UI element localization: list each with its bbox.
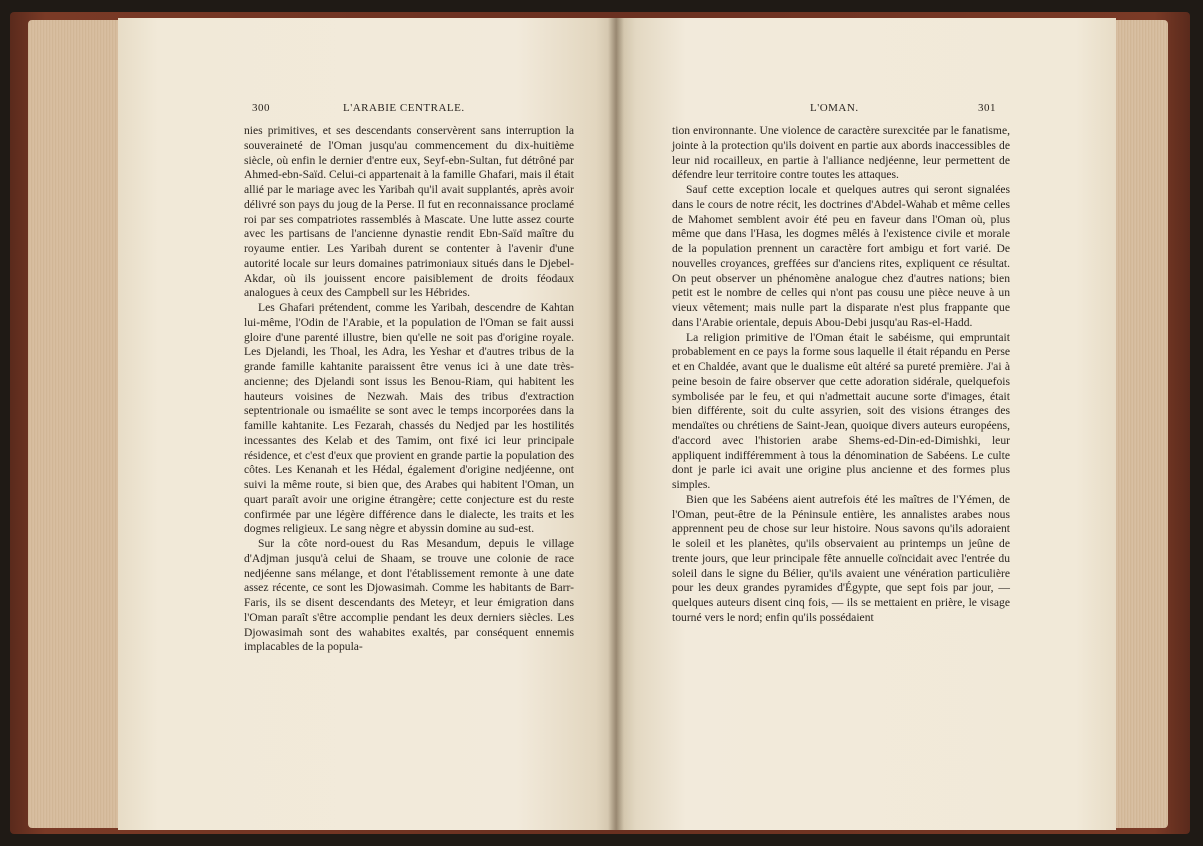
running-head-left: L'ARABIE CENTRALE. bbox=[343, 102, 465, 114]
page-number-right: 301 bbox=[978, 102, 996, 114]
book-gutter bbox=[608, 18, 624, 830]
left-page-text bbox=[244, 124, 574, 655]
running-head-right: L'OMAN. bbox=[810, 102, 859, 114]
right-page bbox=[616, 18, 1116, 830]
left-page-edges bbox=[28, 20, 122, 828]
page-number-left: 300 bbox=[252, 102, 270, 114]
paragraph: Sauf cette exception locale et quelques autres qui seront signalées dans le cours de notre récit, les doctrines d'Abdel-Wahab et même celles de Mahomet semblent avoir été peu en faveur dans l'Oman où, plus même que dans l'Hasa, les dogmes mêlés à l'existence civile et morale de la population prennent un caractère fort ambigu et fort varié. De nouvelles croyances, greffées sur d'anciens rites, expliquent ce résultat. On peut observer un phénomène analogue chez d'autres nations; bien petit est le nombre de celles qui n'ont pas cousu une pièce neuve à un vieux vêtement; mais nulle part la disparate n'est plus frappante que dans l'Arabie orientale, depuis Abou-Debi jusqu'au Ras-el-Hadd. bbox=[672, 183, 1010, 329]
right-page-edges bbox=[1112, 20, 1168, 828]
paragraph: Sur la côte nord-ouest du Ras Mesandum, depuis le village d'Adjman jusqu'à celui de Shaam, se trouve une colonie de race nedjéenne sans mélange, et dont l'établissement remonte à une date assez récente, ce sont les Djowasimah. Comme les habitants de Barr-Faris, ils se disent descendants des Meteyr, et leur émigration dans l'Oman paraît s'être accomplie pendant les deux derniers siècles. Les Djowasimah sont des wahabites exaltés, par conséquent ennemis implacables de la popula- bbox=[244, 537, 574, 654]
paragraph: nies primitives, et ses descendants conservèrent sans interruption la souveraineté de l'Oman jusqu'au commencement du dix-huitième siècle, où enfin le dernier d'entre eux, Seyf-ebn-Sultan, fut détrôné par Ahmed-ebn-Saïd. Celui-ci appartenait à la famille Ghafari, mais il était allié par le mariage avec les Yaribah qu'il avait supplantés, après avoir délivré son pays du joug de la Perse. Il fut en reconnaissance proclamé roi par ses compatriotes rassemblés à Mascate. Une lutte assez courte avec les partisans de l'ancienne dynastie rendit Ebn-Saïd maître du royaume entier. Les Yaribah durent se contenter à l'avenir d'une autorité locale sur leurs domaines patrimoniaux situés dans le Djebel-Akdar, où ils jouissent encore paisiblement de droits féodaux analogues à ceux des Campbell sur les Hébrides. bbox=[244, 124, 574, 300]
left-page bbox=[118, 18, 616, 830]
right-page-text bbox=[672, 124, 1010, 626]
paragraph: La religion primitive de l'Oman était le sabéisme, qui empruntait probablement en ce pays la forme sous laquelle il était répandu en Perse et en Chaldée, avant que le dualisme eût altéré sa pureté première. J'ai à peine besoin de faire observer que cette adoration sidérale, quelquefois symbolisée par le feu, et qui n'admettait aucune sorte d'images, était bien différente, soit du culte assyrien, soit des visions étranges des mendaïtes ou chrétiens de Saint-Jean, quoique divers auteurs européens, d'accord avec l'historien arabe Shems-ed-Din-ed-Dimishki, leur appliquent indifféremment à tous la dénomination de Sabéens. Le culte dont je parle ici avait une origine plus ancienne et des formes plus simples. bbox=[672, 330, 1010, 491]
paragraph: Les Ghafari prétendent, comme les Yaribah, descendre de Kahtan lui-même, l'Odin de l'Arabie, et la population de l'Oman se fait aussi gloire d'une parenté illustre, bien qu'elle ne soit pas d'origine royale. Les Djelandi, les Thoal, les Adra, les Yeshar et d'autres tribus de la grande famille kahtanite paraissent être venus ici à une date très-ancienne; des Djelandi sont issus les Benou-Riam, qui habitent les hauteurs voisines de Nezwah. Mais des tribus d'extraction septentrionale ou ismaélite se sont avec le temps incorporées dans la famille kahtanite. Les Fezarah, chassés du Nedjed par les hostilités incessantes des Kelab et des Tamim, ont fixé ici leur principale résidence, et c'est d'eux que provient en grande partie la population des côtes. Les Kenanah et les Hédal, également d'origine nedjéenne, ont suivi la même route, si bien que, des Arabes qui habitent l'Oman, un quart paraît avoir une origine étrangère; cette conjecture est du reste confirmée par une légère différence dans le dialecte, les traits et les dogmes religieux. Le sang nègre et abyssin domine au sud-est. bbox=[244, 301, 574, 536]
paragraph: tion environnante. Une violence de caractère surexcitée par le fanatisme, jointe à la protection qu'ils doivent en partie aux abords inaccessibles de leur nid rocailleux, en partie à l'alliance nedjéenne, leur permettent de défendre leur territoire contre toutes les attaques. bbox=[672, 124, 1010, 182]
paragraph: Bien que les Sabéens aient autrefois été les maîtres de l'Yémen, de l'Oman, peut-être de la Péninsule entière, les annalistes arabes nous apprennent peu de chose sur leur histoire. Nous savons qu'ils adoraient le soleil et les planètes, qu'ils observaient au printemps un jeûne de trente jours, que leur principale fête annuelle coïncidait avec l'entrée du soleil dans le signe du Bélier, qu'ils avaient une vénération particulière pour les deux grandes pyramides d'Égypte, que sept fois par jour, — quelques auteurs disent cinq fois, — ils se mettaient en prière, le visage tourné vers le nord; enfin qu'ils possédaient bbox=[672, 492, 1010, 624]
